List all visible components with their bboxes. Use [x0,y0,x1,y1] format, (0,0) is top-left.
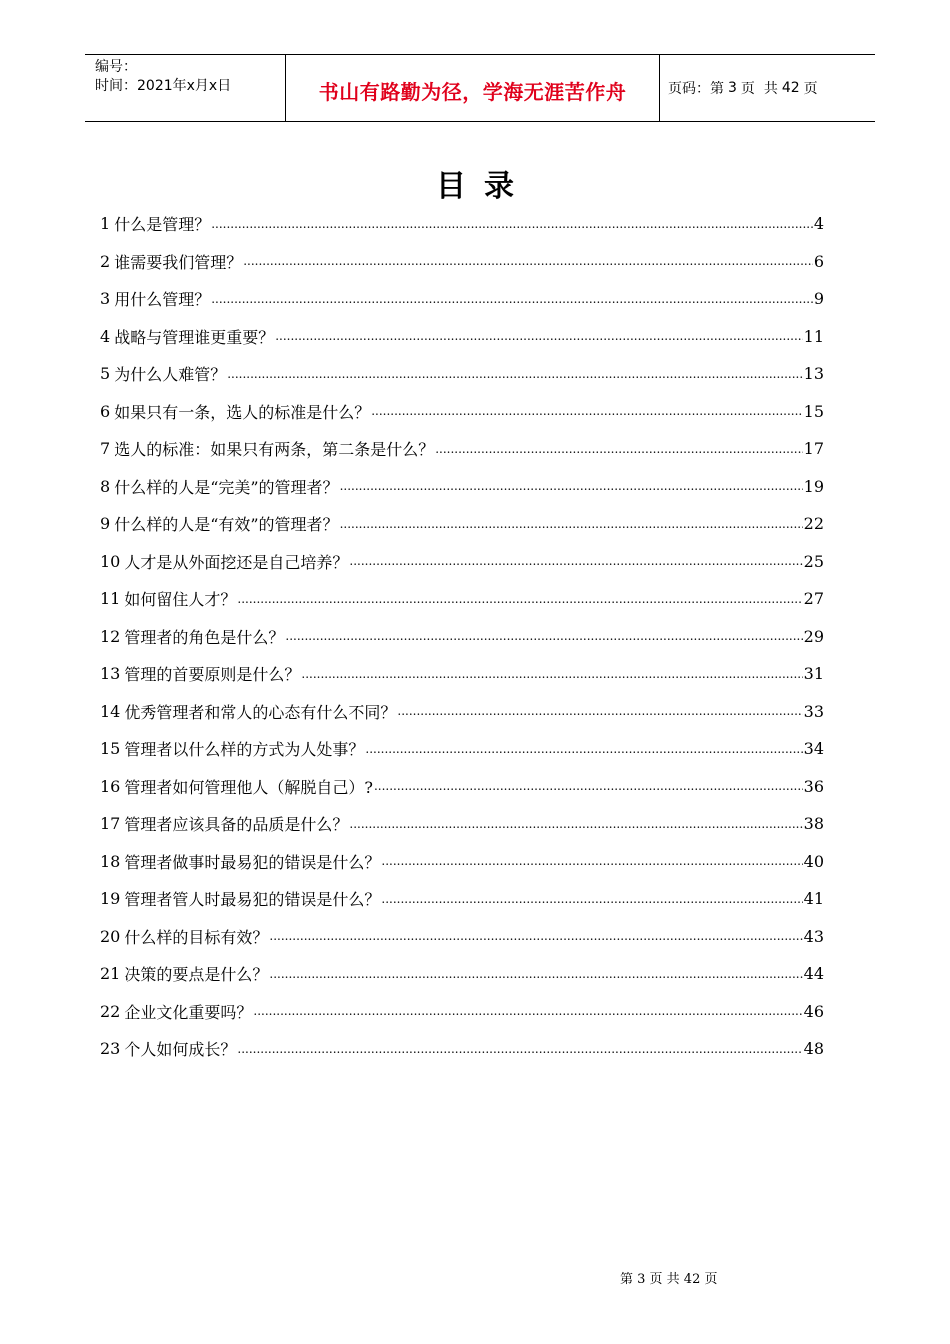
toc-entry-title: 如果只有一条，选人的标准是什么？ [114,402,371,422]
toc-entry-title: 选人的标准：如果只有两条，第二条是什么？ [114,440,435,460]
header-meta [85,55,286,121]
toc-entry[interactable] [100,880,824,918]
toc-entry[interactable] [100,318,824,356]
toc-entry-number: 6 [100,401,111,421]
page-footer: 第 3 页 共 42 页 [620,1272,718,1287]
toc-dot-leader [349,553,802,569]
toc-dot-leader [301,666,802,682]
toc-entry-title: 人才是从外面挖还是自己培养？ [124,552,349,572]
toc-entry-title: 管理者的角色是什么？ [124,627,285,647]
toc-entry-title: 管理者应该具备的品质是什么？ [124,815,349,835]
toc-entry-title: 企业文化重要吗？ [124,1002,253,1022]
toc-entry-number: 16 [100,776,121,796]
toc-entry-page: 31 [803,664,824,684]
toc-entry-page: 43 [803,926,824,946]
toc-dot-leader [340,478,803,494]
toc-entry-page: 9 [813,289,824,309]
page-mid-label: 页 共 [740,81,778,97]
toc-entry-number: 23 [100,1039,121,1059]
header-page-info [660,55,875,121]
toc-dot-leader [269,928,802,944]
toc-entry-title: 管理者以什么样的方式为人处事？ [124,740,365,760]
toc-entry-title: 战略与管理谁更重要？ [114,327,275,347]
toc-dot-leader [349,816,802,832]
toc-dot-leader [381,853,802,869]
toc-entry[interactable] [100,655,824,693]
toc-dot-leader [435,441,802,457]
toc-entry-number: 19 [100,889,121,909]
toc-entry-page: 46 [803,1001,824,1021]
toc-entry-page: 6 [813,251,824,271]
toc-entry[interactable] [100,993,824,1031]
toc-entry-number: 22 [100,1001,121,1021]
toc-entry-title: 什么样的人是“完美”的管理者？ [114,477,339,497]
toc-entry-number: 5 [100,364,111,384]
toc-dot-leader [397,703,802,719]
toc-dot-leader [365,741,802,757]
toc-dot-leader [237,591,802,607]
toc-dot-leader [211,216,813,232]
toc-entry-title: 管理者管人时最易犯的错误是什么？ [124,890,381,910]
toc-entry-page: 4 [813,214,824,234]
toc-entry[interactable] [100,243,824,281]
page-header [85,54,875,122]
toc-entry-number: 13 [100,664,121,684]
toc-entry-page: 34 [803,739,824,759]
toc-entry[interactable] [100,468,824,506]
toc-entry-number: 1 [100,214,111,234]
toc-entry-page: 44 [803,964,824,984]
toc-entry-title: 什么样的人是“有效”的管理者？ [114,515,339,535]
toc-entry-page: 11 [803,326,824,346]
toc-entry[interactable] [100,430,824,468]
toc-entry[interactable] [100,955,824,993]
toc-entry-number: 4 [100,326,111,346]
toc-entry-title: 谁需要我们管理？ [114,252,243,272]
page-label: 页码：第 [668,81,724,97]
table-of-contents [100,205,824,1068]
toc-entry-page: 27 [803,589,824,609]
toc-entry-title: 个人如何成长？ [124,1040,237,1060]
toc-entry-page: 36 [803,776,824,796]
toc-entry[interactable] [100,843,824,881]
toc-entry[interactable] [100,768,824,806]
toc-dot-leader [227,366,802,382]
toc-entry-title: 什么是管理？ [114,215,211,235]
toc-entry-number: 14 [100,701,121,721]
toc-entry-number: 7 [100,439,111,459]
toc-entry-number: 15 [100,739,121,759]
toc-entry[interactable] [100,580,824,618]
toc-dot-leader [374,778,803,794]
toc-entry-title: 管理者做事时最易犯的错误是什么？ [124,852,381,872]
toc-entry-page: 38 [803,814,824,834]
toc-entry-title: 为什么人难管？ [114,365,227,385]
toc-entry-number: 3 [100,289,111,309]
toc-dot-leader [269,966,802,982]
toc-entry-page: 33 [803,701,824,721]
toc-entry-title: 管理的首要原则是什么？ [124,665,301,685]
toc-entry-page: 48 [803,1039,824,1059]
toc-entry[interactable] [100,355,824,393]
toc-entry[interactable] [100,1030,824,1068]
toc-dot-leader [371,403,802,419]
toc-entry[interactable] [100,280,824,318]
toc-entry-number: 10 [100,551,121,571]
toc-entry-number: 21 [100,964,121,984]
toc-entry-page: 13 [803,364,824,384]
header-motto-cell [286,55,660,121]
toc-dot-leader [381,891,802,907]
toc-entry[interactable] [100,693,824,731]
toc-dot-leader [243,253,813,269]
toc-entry[interactable] [100,393,824,431]
header-motto: 书山有路勤为径，学海无涯苦作舟 [318,79,627,104]
toc-entry-number: 17 [100,814,121,834]
toc-dot-leader [340,516,803,532]
toc-entry-title: 如何留住人才？ [124,590,237,610]
page-end-label: 页 [803,81,818,97]
toc-entry-page: 41 [803,889,824,909]
toc-entry-page: 22 [803,514,824,534]
toc-entry-page: 19 [803,476,824,496]
toc-entry[interactable] [100,805,824,843]
serial-number-label: 编号： [95,59,137,75]
toc-entry[interactable] [100,543,824,581]
toc-entry-page: 17 [803,439,824,459]
toc-entry-number: 8 [100,476,111,496]
toc-entry-page: 29 [803,626,824,646]
toc-entry-number: 12 [100,626,121,646]
toc-dot-leader [285,628,802,644]
toc-entry-title: 管理者如何管理他人（解脱自己）? [124,777,373,797]
toc-entry-page: 40 [803,851,824,871]
toc-title: 目录 [436,169,532,204]
toc-entry-title: 优秀管理者和常人的心态有什么不同？ [124,702,397,722]
toc-entry-page: 15 [803,401,824,421]
toc-entry-number: 2 [100,251,111,271]
toc-dot-leader [275,328,802,344]
toc-entry-title: 什么样的目标有效？ [124,927,269,947]
page-current: 3 [728,80,737,96]
toc-entry[interactable] [100,730,824,768]
toc-entry-title: 决策的要点是什么？ [124,965,269,985]
date-label: 时间：2021年x月x日 [95,78,232,94]
toc-entry-number: 18 [100,851,121,871]
toc-entry-number: 9 [100,514,111,534]
page-total: 42 [781,80,800,96]
toc-dot-leader [253,1003,802,1019]
toc-entry[interactable] [100,918,824,956]
toc-entry-number: 20 [100,926,121,946]
toc-entry-page: 25 [803,551,824,571]
toc-dot-leader [211,291,813,307]
toc-entry[interactable] [100,205,824,243]
toc-entry-number: 11 [100,589,121,609]
toc-dot-leader [237,1041,802,1057]
toc-entry[interactable] [100,618,824,656]
toc-entry[interactable] [100,505,824,543]
toc-entry-title: 用什么管理？ [114,290,211,310]
